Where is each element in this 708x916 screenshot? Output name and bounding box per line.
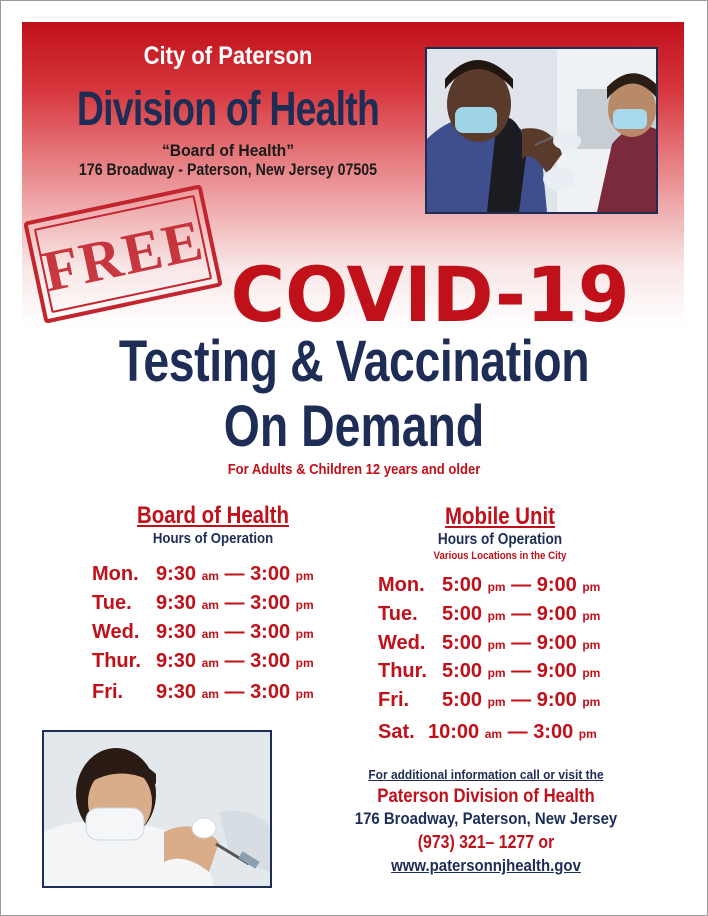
open-time: 5:00 <box>442 603 483 625</box>
time-dash: — <box>511 632 532 654</box>
time-dash: — <box>511 689 532 711</box>
time-dash: — <box>511 660 532 682</box>
time-dash: — <box>511 603 532 625</box>
audience-note <box>30 462 678 478</box>
open-time: 5:00 <box>442 689 483 711</box>
schedule-hours <box>428 721 597 744</box>
schedule-row <box>92 681 332 705</box>
child-vaccination-photo <box>42 730 272 888</box>
close-ampm: pm <box>295 569 314 583</box>
close-time: 3:00 <box>250 681 291 703</box>
close-time: 9:00 <box>536 603 577 625</box>
open-ampm: pm <box>487 609 506 623</box>
contact-organization-text: Paterson Division of Health <box>377 786 595 807</box>
open-ampm: am <box>484 727 503 741</box>
mobile-unit-title-text: Mobile Unit <box>445 503 555 530</box>
schedule-day: Thur. <box>378 660 427 682</box>
schedule-day: Sat. <box>378 721 415 743</box>
mobile-unit-locations-text: Various Locations in the City <box>433 550 567 562</box>
schedule-row <box>92 563 332 587</box>
free-stamp-text: FREE <box>36 206 210 305</box>
close-time: 3:00 <box>250 563 291 585</box>
mobile-unit-title <box>380 503 620 531</box>
division-title <box>28 82 428 137</box>
board-of-health-title <box>100 502 326 530</box>
open-time: 10:00 <box>428 721 480 743</box>
schedule-row <box>378 574 618 598</box>
open-ampm: pm <box>487 580 506 594</box>
contact-phone-text: (973) 321– 1277 or <box>417 832 555 852</box>
schedule-row <box>92 592 332 616</box>
close-ampm: pm <box>295 598 314 612</box>
close-ampm: pm <box>295 656 314 670</box>
schedule-day: Mon. <box>92 563 139 585</box>
city-name-text: City of Paterson <box>143 42 313 70</box>
time-dash: — <box>224 563 245 585</box>
open-ampm: pm <box>487 638 506 652</box>
contact-heading <box>300 767 672 782</box>
close-time: 9:00 <box>536 632 577 654</box>
vaccination-photo-illustration <box>427 49 656 212</box>
open-ampm: am <box>201 627 219 641</box>
open-time: 9:30 <box>156 621 197 643</box>
division-title-text: Division of Health <box>76 83 380 136</box>
schedule-day: Tue. <box>92 592 132 614</box>
time-dash: — <box>224 592 245 614</box>
schedule-day: Wed. <box>378 632 426 654</box>
open-ampm: am <box>201 656 219 670</box>
schedule-row <box>378 660 618 684</box>
close-ampm: pm <box>578 727 597 741</box>
close-ampm: pm <box>582 695 601 709</box>
close-ampm: pm <box>582 666 601 680</box>
schedule-hours <box>442 574 600 597</box>
open-time: 9:30 <box>156 650 197 672</box>
close-time: 9:00 <box>536 574 577 596</box>
header-address-text: 176 Broadway - Paterson, New Jersey 07505 <box>78 161 378 179</box>
header-address <box>28 161 428 180</box>
mobile-unit-locations <box>380 550 620 562</box>
testing-vaccination-text: Testing & Vaccination <box>118 329 590 394</box>
schedule-day: Fri. <box>92 681 124 703</box>
board-of-health-title-text: Board of Health <box>137 502 289 529</box>
schedule-row <box>378 689 618 713</box>
on-demand-text: On Demand <box>223 394 485 459</box>
schedule-hours <box>156 563 314 586</box>
close-time: 9:00 <box>536 689 577 711</box>
close-time: 3:00 <box>533 721 574 743</box>
board-of-health-subtitle-text: Hours of Operation <box>152 530 274 547</box>
open-time: 5:00 <box>442 574 483 596</box>
contact-organization <box>300 786 672 808</box>
vaccination-photo <box>425 47 658 214</box>
schedule-day: Wed. <box>92 621 140 643</box>
open-ampm: am <box>201 687 219 701</box>
open-time: 9:30 <box>156 592 197 614</box>
schedule-day: Fri. <box>378 689 410 711</box>
time-dash: — <box>224 621 245 643</box>
schedule-row <box>378 721 618 745</box>
covid-headline <box>220 250 640 339</box>
mobile-unit-subtitle <box>380 531 620 549</box>
schedule-row <box>92 621 332 645</box>
covid-headline-text: COVID-19 <box>230 250 630 339</box>
schedule-row <box>378 632 618 656</box>
close-ampm: pm <box>582 580 601 594</box>
schedule-day: Tue. <box>378 603 418 625</box>
board-of-health-subtitle <box>100 530 326 547</box>
testing-vaccination-headline <box>30 328 678 395</box>
open-ampm: pm <box>487 666 506 680</box>
schedule-hours <box>156 621 314 644</box>
close-ampm: pm <box>295 627 314 641</box>
schedule-row <box>378 603 618 627</box>
schedule-hours <box>442 660 600 683</box>
close-time: 9:00 <box>536 660 577 682</box>
city-name <box>28 42 428 71</box>
open-time: 5:00 <box>442 632 483 654</box>
schedule-day: Thur. <box>92 650 141 672</box>
board-quote <box>28 141 428 161</box>
board-quote-text: “Board of Health” <box>161 141 295 160</box>
schedule-day: Mon. <box>378 574 425 596</box>
schedule-row <box>92 650 332 674</box>
contact-phone <box>300 832 672 853</box>
close-ampm: pm <box>295 687 314 701</box>
open-time: 9:30 <box>156 681 197 703</box>
schedule-hours <box>442 632 600 655</box>
close-time: 3:00 <box>250 592 291 614</box>
website-link-text[interactable]: www.patersonnjhealth.gov <box>391 856 581 875</box>
contact-address-text: 176 Broadway, Paterson, New Jersey <box>354 809 618 828</box>
open-ampm: am <box>201 569 219 583</box>
child-vaccination-illustration <box>44 732 270 886</box>
close-time: 3:00 <box>250 621 291 643</box>
schedule-hours <box>156 681 314 704</box>
close-ampm: pm <box>582 638 601 652</box>
contact-heading-text: For additional information call or visit the <box>368 767 604 782</box>
time-dash: — <box>507 721 528 743</box>
schedule-hours <box>442 689 600 712</box>
schedule-hours <box>156 650 314 673</box>
schedule-hours <box>442 603 600 626</box>
open-ampm: pm <box>487 695 506 709</box>
on-demand-headline <box>30 393 678 460</box>
audience-note-text: For Adults & Children 12 years and older <box>227 462 481 478</box>
close-time: 3:00 <box>250 650 291 672</box>
open-time: 5:00 <box>442 660 483 682</box>
schedule-hours <box>156 592 314 615</box>
time-dash: — <box>224 681 245 703</box>
contact-address <box>300 809 672 829</box>
open-time: 9:30 <box>156 563 197 585</box>
website-link[interactable] <box>300 856 672 876</box>
mobile-unit-subtitle-text: Hours of Operation <box>437 531 563 548</box>
close-ampm: pm <box>582 609 601 623</box>
time-dash: — <box>224 650 245 672</box>
time-dash: — <box>511 574 532 596</box>
open-ampm: am <box>201 598 219 612</box>
